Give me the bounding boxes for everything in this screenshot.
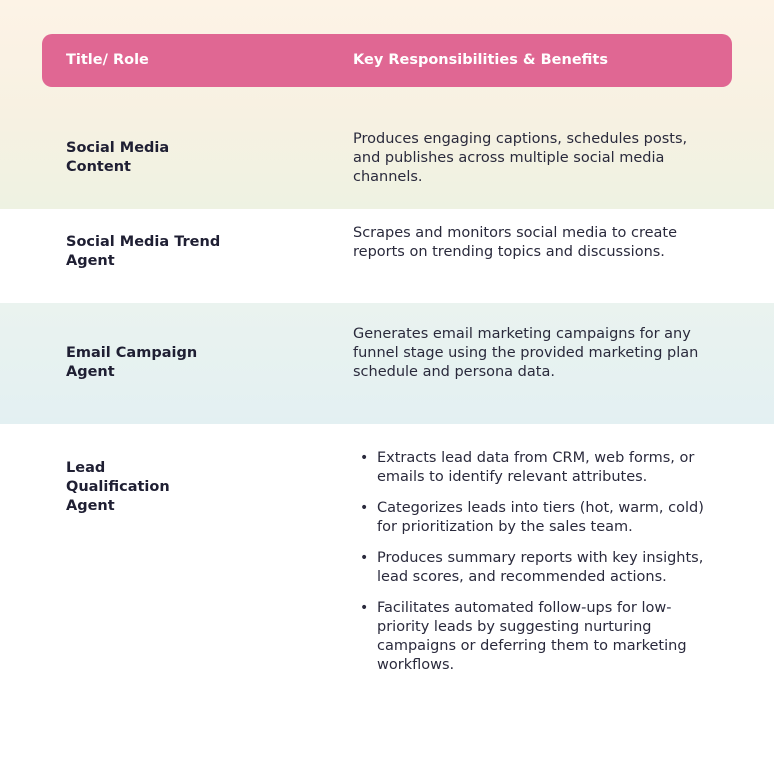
row-title: Lead Qualification Agent bbox=[66, 460, 170, 514]
table-row-social-media-content bbox=[0, 100, 774, 209]
responsibility-list bbox=[360, 449, 705, 687]
bullet-icon: • bbox=[360, 450, 369, 466]
row-description: Produces engaging captions, schedules posts, and publishes across multiple social media channels. bbox=[353, 131, 688, 185]
list-item-text: Facilitates automated follow-ups for low-priority leads by suggesting nurturing campaigns or deferring them to marketing workflows. bbox=[377, 600, 687, 673]
header-responsibilities: Key Responsibilities & Benefits bbox=[353, 52, 608, 68]
list-item bbox=[360, 499, 705, 537]
row-title: Social Media Trend Agent bbox=[66, 234, 221, 269]
table-row-social-media-trend-agent bbox=[0, 209, 774, 303]
bullet-icon: • bbox=[360, 550, 369, 566]
header-title-role: Title/ Role bbox=[66, 52, 149, 68]
row-title: Email Campaign Agent bbox=[66, 345, 198, 380]
list-item-text: Produces summary reports with key insights, lead scores, and recommended actions. bbox=[377, 550, 704, 585]
row-description: Scrapes and monitors social media to create reports on trending topics and discussions. bbox=[353, 225, 678, 260]
table-header bbox=[42, 34, 732, 87]
list-item bbox=[360, 449, 705, 487]
list-item bbox=[360, 599, 705, 675]
table-row-lead-qualification-agent bbox=[0, 424, 774, 773]
bullet-icon: • bbox=[360, 600, 369, 616]
list-item-text: Categorizes leads into tiers (hot, warm, cold) for prioritization by the sales team. bbox=[377, 500, 704, 535]
row-description: Generates email marketing campaigns for any funnel stage using the provided marketing plan schedule and persona data. bbox=[353, 326, 699, 380]
bullet-icon: • bbox=[360, 500, 369, 516]
list-item-text: Extracts lead data from CRM, web forms, or emails to identify relevant attributes. bbox=[377, 450, 695, 485]
table-row-email-campaign-agent bbox=[0, 303, 774, 424]
list-item bbox=[360, 549, 705, 587]
row-title: Social Media Content bbox=[66, 140, 170, 175]
